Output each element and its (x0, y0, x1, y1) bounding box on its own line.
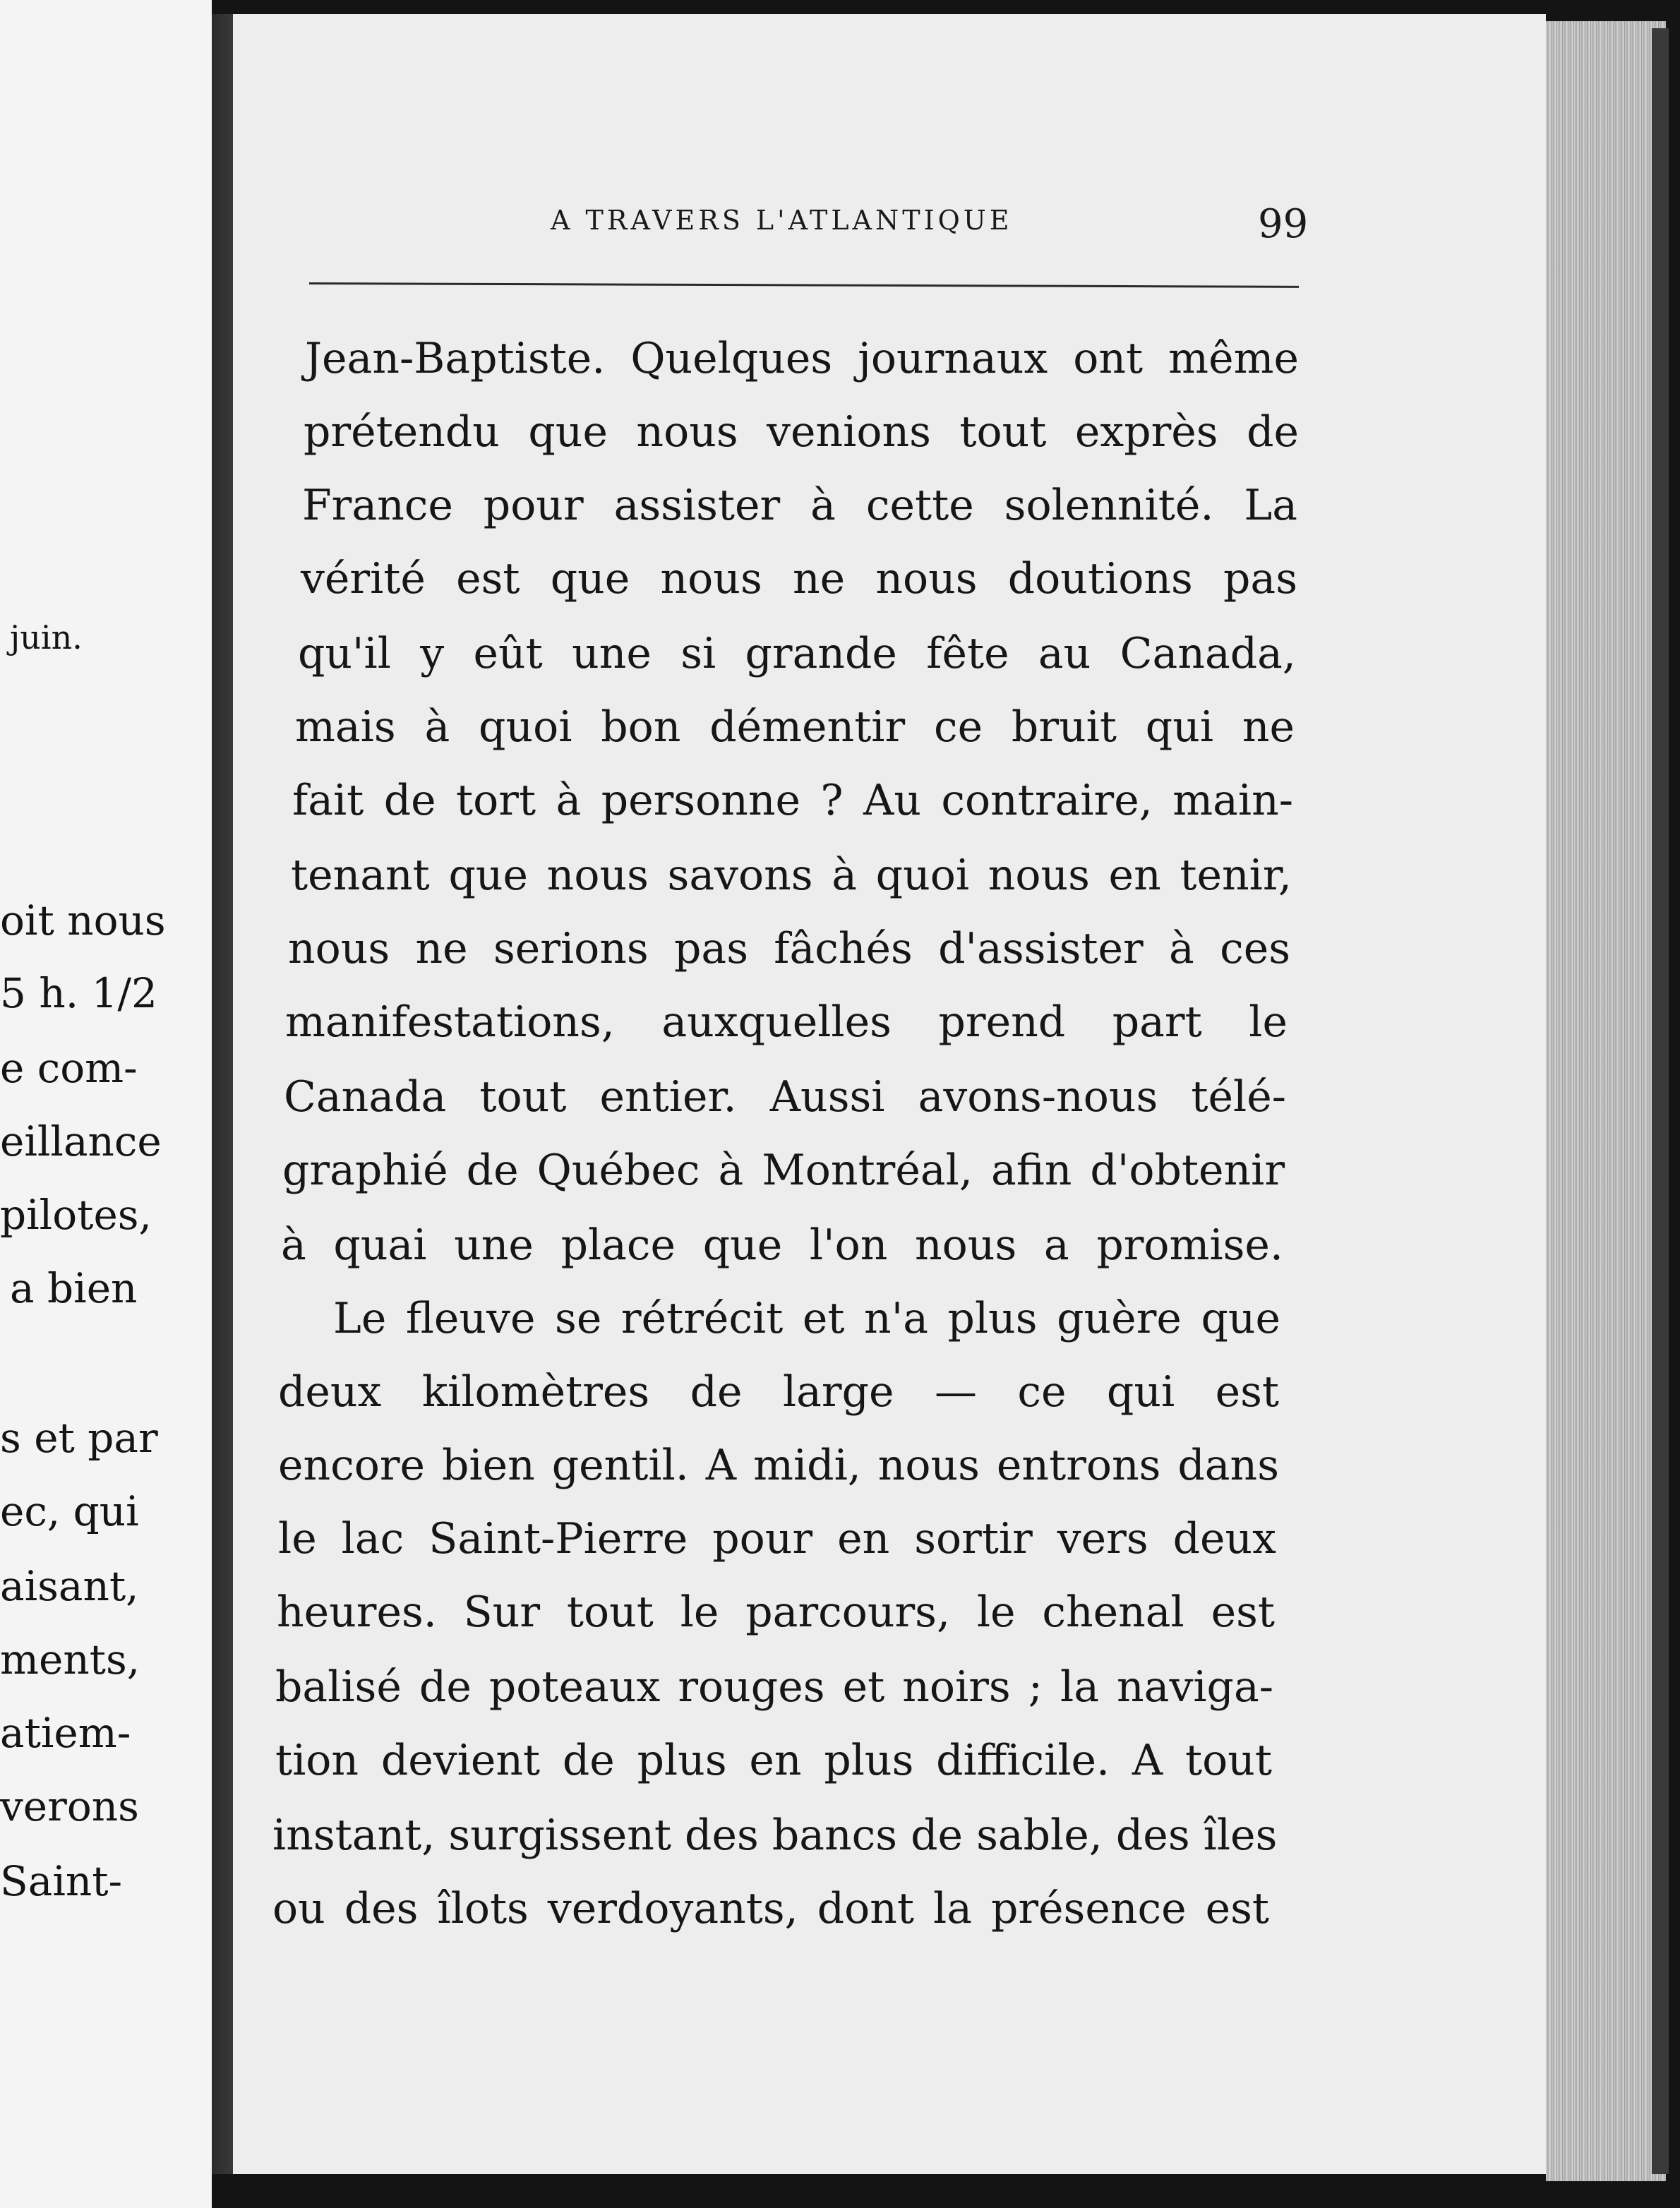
text-line: balisé de poteaux rouges et noirs ; la naviga- (275, 1662, 1273, 1712)
left-page-fragment: a bien (10, 1264, 138, 1312)
text-line: prétendu que nous venions tout exprès de (304, 407, 1299, 457)
text-line: ou des îlots verdoyants, dont la présence est (272, 1884, 1269, 1933)
text-line: tenant que nous savons à quoi nous en tenir, (291, 851, 1292, 900)
book-cover-edge (1652, 28, 1669, 2174)
left-page-fragment: pilotes, (0, 1191, 152, 1239)
page-edges (1546, 21, 1666, 2181)
text-line: instant, surgissent des bancs de sable, des îles (272, 1811, 1278, 1860)
text-line: Jean-Baptiste. Quelques journaux ont même (305, 334, 1299, 383)
left-page-fragment: Saint- (0, 1857, 123, 1905)
text-line: encore bien gentil. A midi, nous entrons dans (278, 1441, 1279, 1490)
running-head: A TRAVERS L'ATLANTIQUE (551, 205, 1013, 236)
text-line: manifestations, auxquelles prend part le (285, 997, 1288, 1047)
text-line: graphié de Québec à Montréal, afin d'obtenir (282, 1146, 1285, 1195)
text-line: France pour assister à cette solennité. La (302, 481, 1297, 530)
left-page-fragment: ec, qui (0, 1487, 139, 1535)
text-line: qu'il y eût une si grande fête au Canada, (298, 629, 1296, 678)
text-line: mais à quoi bon démentir ce bruit qui ne (295, 702, 1295, 752)
left-page-fragment: ments, (0, 1636, 140, 1684)
text-line: le lac Saint-Pierre pour en sortir vers deux (278, 1514, 1276, 1564)
left-page-fragment: atiem- (0, 1709, 131, 1757)
text-line: heures. Sur tout le parcours, le chenal est (277, 1588, 1275, 1637)
left-page (0, 0, 212, 2208)
left-page-fragment: eillance (0, 1117, 162, 1165)
left-page-fragment: juin. (10, 618, 83, 656)
text-line: tion devient de plus en plus difficile. A tout (275, 1736, 1272, 1785)
left-page-fragment: e com- (0, 1044, 138, 1092)
text-line: nous ne serions pas fâchés d'assister à ces (288, 924, 1290, 973)
text-line: à quai une place que l'on nous a promise. (281, 1220, 1283, 1270)
text-line: Le fleuve se rétrécit et n'a plus guère que (333, 1294, 1280, 1343)
left-page-fragment: s et par (0, 1414, 158, 1462)
text-line: vérité est que nous ne nous doutions pas (301, 554, 1297, 604)
left-page-fragment: aisant, (0, 1562, 139, 1610)
left-page-fragment: oit nous (0, 896, 166, 944)
text-line: fait de tort à personne ? Au contraire, main- (292, 776, 1293, 825)
text-line: Canada tout entier. Aussi avons-nous télé- (284, 1072, 1286, 1122)
text-line: deux kilomètres de large — ce qui est (278, 1367, 1279, 1417)
left-page-fragment: verons (0, 1782, 139, 1830)
page-number: 99 (1258, 201, 1309, 247)
left-page-fragment: 5 h. 1/2 (0, 969, 157, 1017)
